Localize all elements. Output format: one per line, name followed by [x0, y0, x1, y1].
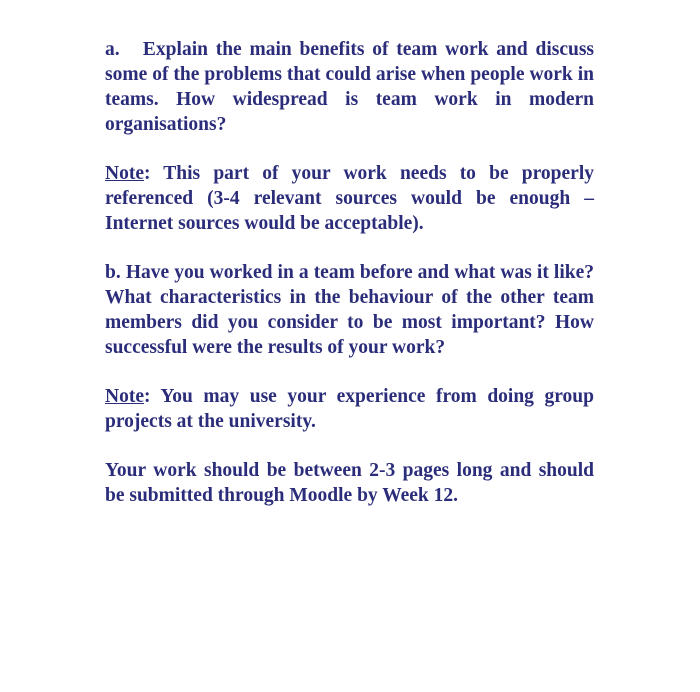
note-a-text: : This part of your work needs to be properly referenced (3-4 relevant sources would be enough – Internet sources would be acceptable).	[105, 163, 594, 234]
question-a-text: Explain the main benefits of team work and discuss some of the problems that could arise when people work in teams. How widespread is team work in modern organisations?	[105, 39, 594, 135]
note-b-text: : You may use your experience from doing group projects at the university.	[105, 386, 594, 432]
note-a-label: Note	[105, 163, 144, 184]
question-b-label: b.	[105, 262, 121, 283]
question-b-text: Have you worked in a team before and what was it like? What characteristics in the behaviour of the other team members did you consider to be most important? How successful were the results of your work?	[105, 262, 594, 358]
question-a	[105, 37, 594, 137]
submission-text: Your work should be between 2-3 pages long and should be submitted through Moodle by Week 12.	[105, 460, 594, 506]
note-b	[105, 384, 594, 434]
submission-instructions	[105, 458, 594, 508]
note-a	[105, 161, 594, 236]
question-b	[105, 260, 594, 360]
note-b-label: Note	[105, 386, 144, 407]
assignment-document	[105, 37, 594, 508]
question-a-label: a.	[105, 39, 120, 60]
